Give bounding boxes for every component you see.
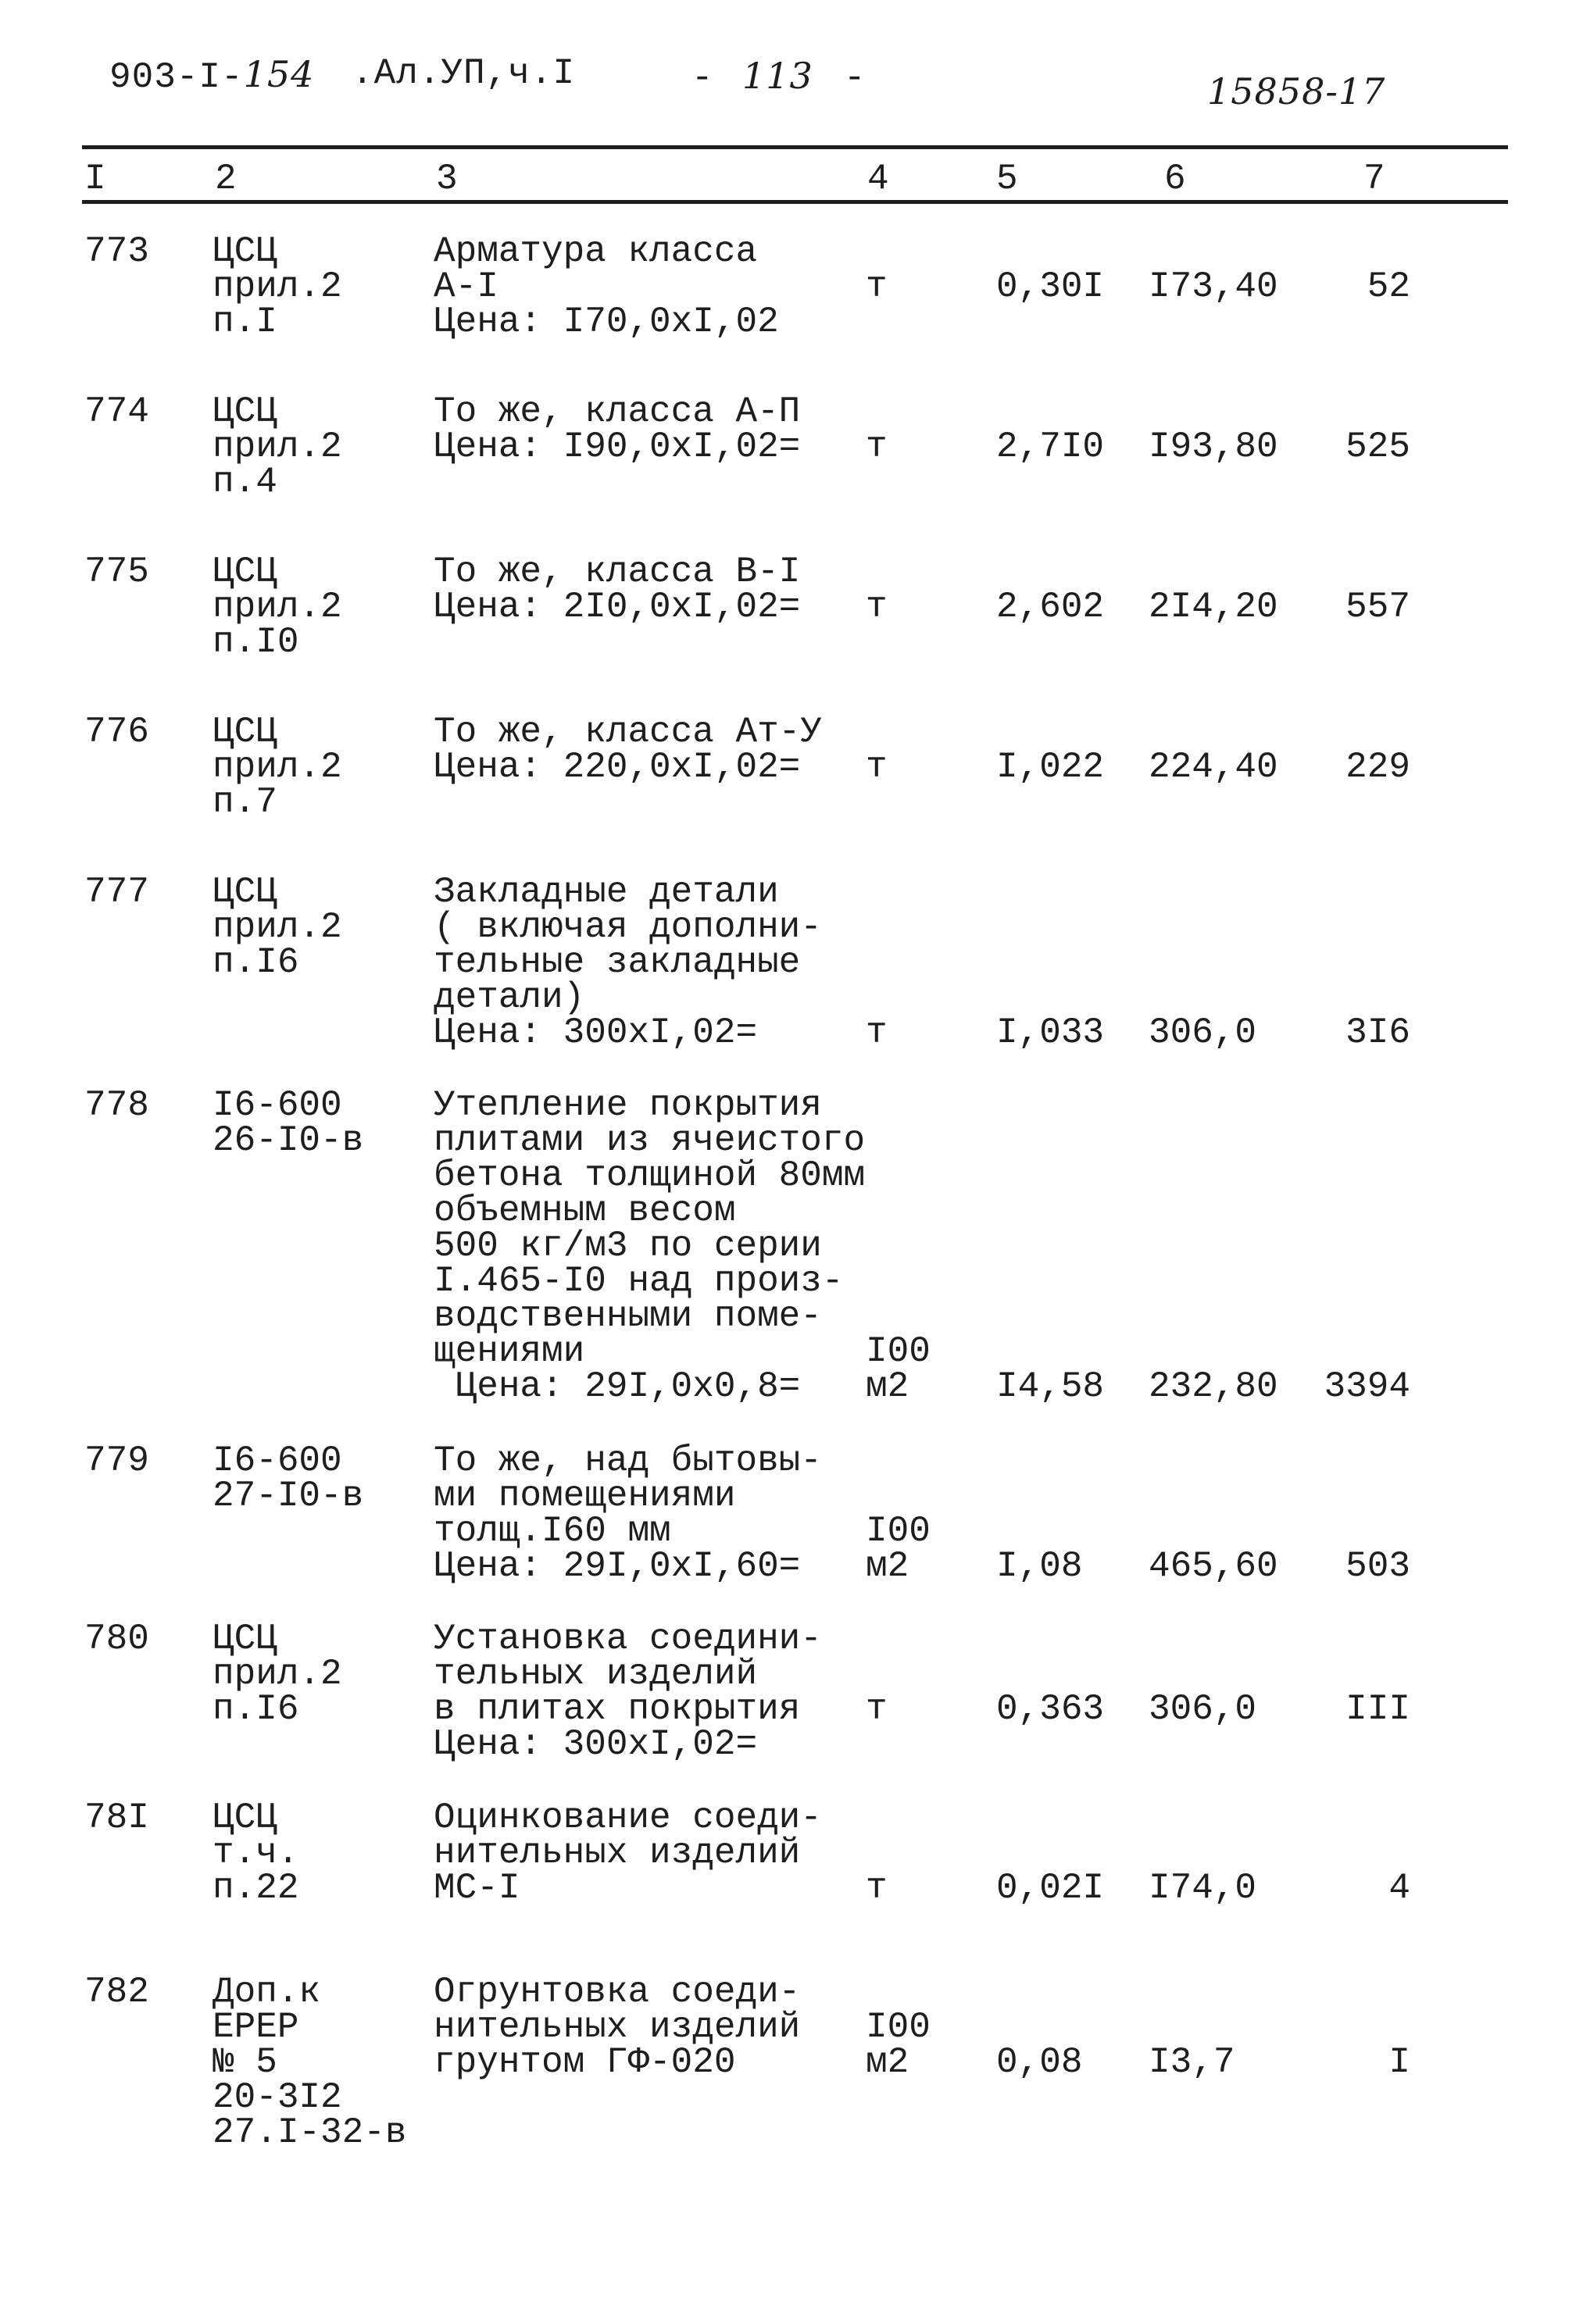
work-description-line: ( включая дополни- — [434, 907, 822, 948]
justification-code — [213, 231, 342, 342]
unit-of-measure-line: м2 — [866, 1366, 909, 1407]
document-stamp-number: 15858-17 — [1207, 70, 1386, 112]
work-description — [434, 231, 779, 342]
justification-code — [213, 1972, 407, 2153]
unit-price-value: 224,40 — [1149, 747, 1278, 787]
work-description-line: бетона толщиной 80мм — [434, 1155, 866, 1196]
header-top-rule — [82, 145, 1508, 149]
unit-of-measure — [866, 2007, 931, 2083]
work-description-line: детали) — [434, 977, 585, 1018]
work-description-line: МС-I — [434, 1868, 520, 1908]
column-header-4: 4 — [867, 159, 889, 199]
quantity-value: 0,02I — [996, 1868, 1105, 1908]
work-description — [434, 872, 822, 1053]
unit-price-value: I74,0 — [1149, 1868, 1257, 1908]
justification-code — [213, 712, 342, 823]
unit-of-measure-line: т — [866, 587, 888, 627]
work-description — [434, 552, 801, 627]
unit-of-measure-line: м2 — [866, 1546, 909, 1587]
column-header-2: 2 — [215, 159, 237, 199]
column-header-7: 7 — [1363, 159, 1385, 199]
work-description-line: Цена: 29I,0xI,60= — [434, 1546, 801, 1587]
quantity-value: I,08 — [996, 1546, 1083, 1587]
work-description-line: Цена: I70,0xI,02 — [434, 302, 779, 342]
unit-of-measure-line: т — [866, 747, 888, 787]
work-description-line: Цена: 300xI,02= — [434, 1724, 758, 1765]
row-number: 778 — [84, 1085, 149, 1126]
unit-of-measure — [866, 1511, 931, 1587]
work-description-line: Оцинкование соеди- — [434, 1797, 822, 1838]
work-description-line: Цена: I90,0xI,02= — [434, 427, 801, 467]
justification-code-line: прил.2 — [213, 747, 342, 787]
justification-code-line: ЦСЦ — [213, 231, 277, 272]
unit-of-measure-line: м2 — [866, 2042, 909, 2083]
row-number: 773 — [84, 231, 149, 272]
total-cost-value: I — [1388, 2042, 1410, 2083]
work-description-line: Закладные детали — [434, 872, 779, 912]
total-cost-value: 503 — [1345, 1546, 1410, 1587]
quantity-value: I,033 — [996, 1012, 1105, 1053]
total-cost-value: III — [1345, 1689, 1410, 1730]
justification-code-line: 26-I0-в — [213, 1120, 364, 1161]
justification-code-line: п.I0 — [213, 622, 299, 662]
work-description — [434, 1797, 822, 1908]
column-header-1: I — [84, 159, 106, 199]
justification-code-line: Доп.к — [213, 1972, 321, 2012]
unit-of-measure — [866, 1868, 888, 1908]
work-description-line: I.465-I0 над произ- — [434, 1261, 844, 1301]
unit-of-measure-line: I00 — [866, 1331, 931, 1372]
work-description-line: ми помещениями — [434, 1476, 736, 1516]
unit-price-value: 306,0 — [1149, 1012, 1257, 1053]
justification-code — [213, 1619, 342, 1730]
justification-code-line: п.22 — [213, 1868, 299, 1908]
work-description-line: водственными поме- — [434, 1296, 822, 1337]
series-code-text: 903-I- — [109, 57, 244, 98]
work-description-line: Цена: 220,0xI,02= — [434, 747, 801, 787]
work-description-line: Утепление покрытия — [434, 1085, 822, 1126]
work-description-line: нительных изделий — [434, 1833, 801, 1873]
unit-of-measure-line: т — [866, 1868, 888, 1908]
work-description-line: Арматура класса — [434, 231, 758, 272]
unit-price-value: 2I4,20 — [1149, 587, 1278, 627]
justification-code-line: ЕРЕР — [213, 2007, 299, 2047]
work-description — [434, 712, 822, 787]
row-number: 782 — [84, 1972, 149, 2012]
row-number: 78I — [84, 1797, 149, 1838]
justification-code-line: № 5 — [213, 2042, 277, 2083]
unit-price-value: 306,0 — [1149, 1689, 1257, 1730]
page-number: 113 — [742, 55, 813, 97]
justification-code-line: ЦСЦ — [213, 552, 277, 592]
justification-code-line: ЦСЦ — [213, 1619, 277, 1659]
work-description-line: То же, над бытовы- — [434, 1440, 822, 1481]
justification-code-line: п.4 — [213, 462, 277, 502]
justification-code-line: прил.2 — [213, 587, 342, 627]
justification-code-line: п.7 — [213, 782, 277, 823]
justification-code-line: прил.2 — [213, 907, 342, 948]
unit-price-value: 465,60 — [1149, 1546, 1278, 1587]
row-number: 776 — [84, 712, 149, 752]
work-description-line: плитами из ячеистого — [434, 1120, 866, 1161]
justification-code-line: ЦСЦ — [213, 1797, 277, 1838]
work-description-line: 500 кг/м3 по серии — [434, 1226, 822, 1266]
quantity-value: 0,30I — [996, 266, 1105, 307]
justification-code-line: прил.2 — [213, 1654, 342, 1694]
total-cost-value: 4 — [1388, 1868, 1410, 1908]
work-description-line: в плитах покрытия — [434, 1689, 801, 1730]
total-cost-value: 52 — [1367, 266, 1410, 307]
row-number: 775 — [84, 552, 149, 592]
unit-price-value: I73,40 — [1149, 266, 1278, 307]
justification-code — [213, 552, 342, 662]
work-description — [434, 1972, 801, 2083]
justification-code-line: ЦСЦ — [213, 712, 277, 752]
justification-code — [213, 1440, 364, 1516]
work-description-line: Установка соедини- — [434, 1619, 822, 1659]
quantity-value: 0,363 — [996, 1689, 1105, 1730]
unit-of-measure — [866, 427, 888, 467]
work-description-line: То же, класса Ат-У — [434, 712, 822, 752]
justification-code-line: ЦСЦ — [213, 872, 277, 912]
work-description-line: То же, класса В-I — [434, 552, 801, 592]
quantity-value: 2,602 — [996, 587, 1105, 627]
justification-code-line: п.I6 — [213, 942, 299, 983]
work-description-line: тельные закладные — [434, 942, 801, 983]
unit-of-measure — [866, 1689, 888, 1730]
series-code — [109, 53, 314, 98]
unit-of-measure-line: т — [866, 266, 888, 307]
work-description-line: Цена: 300xI,02= — [434, 1012, 758, 1053]
column-header-3: 3 — [436, 159, 458, 199]
unit-price-value: I3,7 — [1149, 2042, 1235, 2083]
column-header-5: 5 — [996, 159, 1018, 199]
work-description — [434, 1440, 822, 1587]
unit-of-measure — [866, 266, 888, 307]
unit-of-measure-line: т — [866, 1689, 888, 1730]
work-description-line: толщ.I60 мм — [434, 1511, 671, 1551]
justification-code-line: п.I — [213, 302, 277, 342]
justification-code-line: прил.2 — [213, 266, 342, 307]
page-dash-left: - — [691, 58, 714, 98]
quantity-value: 0,08 — [996, 2042, 1083, 2083]
unit-of-measure-line: I00 — [866, 2007, 931, 2047]
work-description-line: объемным весом — [434, 1191, 736, 1231]
total-cost-value: 525 — [1345, 427, 1410, 467]
justification-code — [213, 391, 342, 502]
album-label: .Ал.УП,ч.I — [352, 53, 576, 94]
justification-code-line: 27.I-32-в — [213, 2112, 407, 2153]
justification-code — [213, 1797, 299, 1908]
justification-code-line: I6-600 — [213, 1440, 342, 1481]
unit-price-value: I93,80 — [1149, 427, 1278, 467]
justification-code-line: прил.2 — [213, 427, 342, 467]
total-cost-value: 3I6 — [1345, 1012, 1410, 1053]
unit-of-measure — [866, 1012, 888, 1053]
row-number: 774 — [84, 391, 149, 432]
work-description — [434, 391, 801, 467]
unit-of-measure — [866, 747, 888, 787]
work-description-line: То же, класса А-П — [434, 391, 801, 432]
quantity-value: I,022 — [996, 747, 1105, 787]
page-dash-right: - — [844, 58, 867, 98]
work-description — [434, 1085, 866, 1407]
unit-of-measure-line: т — [866, 1012, 888, 1053]
work-description-line: Цена: 29I,0x0,8= — [434, 1366, 801, 1407]
column-header-6: 6 — [1164, 159, 1186, 199]
justification-code-line: 20-3I2 — [213, 2077, 342, 2118]
work-description — [434, 1619, 822, 1765]
work-description-line: нительных изделий — [434, 2007, 801, 2047]
row-number: 777 — [84, 872, 149, 912]
quantity-value: 2,7I0 — [996, 427, 1105, 467]
unit-price-value: 232,80 — [1149, 1366, 1278, 1407]
row-number: 780 — [84, 1619, 149, 1659]
series-number-handwritten: 154 — [243, 53, 315, 95]
justification-code-line: I6-600 — [213, 1085, 342, 1126]
work-description-line: Огрунтовка соеди- — [434, 1972, 801, 2012]
unit-of-measure — [866, 1331, 931, 1407]
header-bottom-rule — [82, 200, 1508, 204]
justification-code-line: т.ч. — [213, 1833, 299, 1873]
justification-code — [213, 872, 342, 983]
work-description-line: А-I — [434, 266, 498, 307]
work-description-line: грунтом ГФ-020 — [434, 2042, 736, 2083]
quantity-value: I4,58 — [996, 1366, 1105, 1407]
justification-code — [213, 1085, 364, 1161]
total-cost-value: 3394 — [1324, 1366, 1410, 1407]
unit-of-measure-line: I00 — [866, 1511, 931, 1551]
total-cost-value: 557 — [1345, 587, 1410, 627]
work-description-line: тельных изделий — [434, 1654, 758, 1694]
justification-code-line: п.I6 — [213, 1689, 299, 1730]
justification-code-line: ЦСЦ — [213, 391, 277, 432]
row-number: 779 — [84, 1440, 149, 1481]
unit-of-measure — [866, 587, 888, 627]
total-cost-value: 229 — [1345, 747, 1410, 787]
justification-code-line: 27-I0-в — [213, 1476, 364, 1516]
unit-of-measure-line: т — [866, 427, 888, 467]
work-description-line: щениями — [434, 1331, 585, 1372]
work-description-line: Цена: 2I0,0xI,02= — [434, 587, 801, 627]
